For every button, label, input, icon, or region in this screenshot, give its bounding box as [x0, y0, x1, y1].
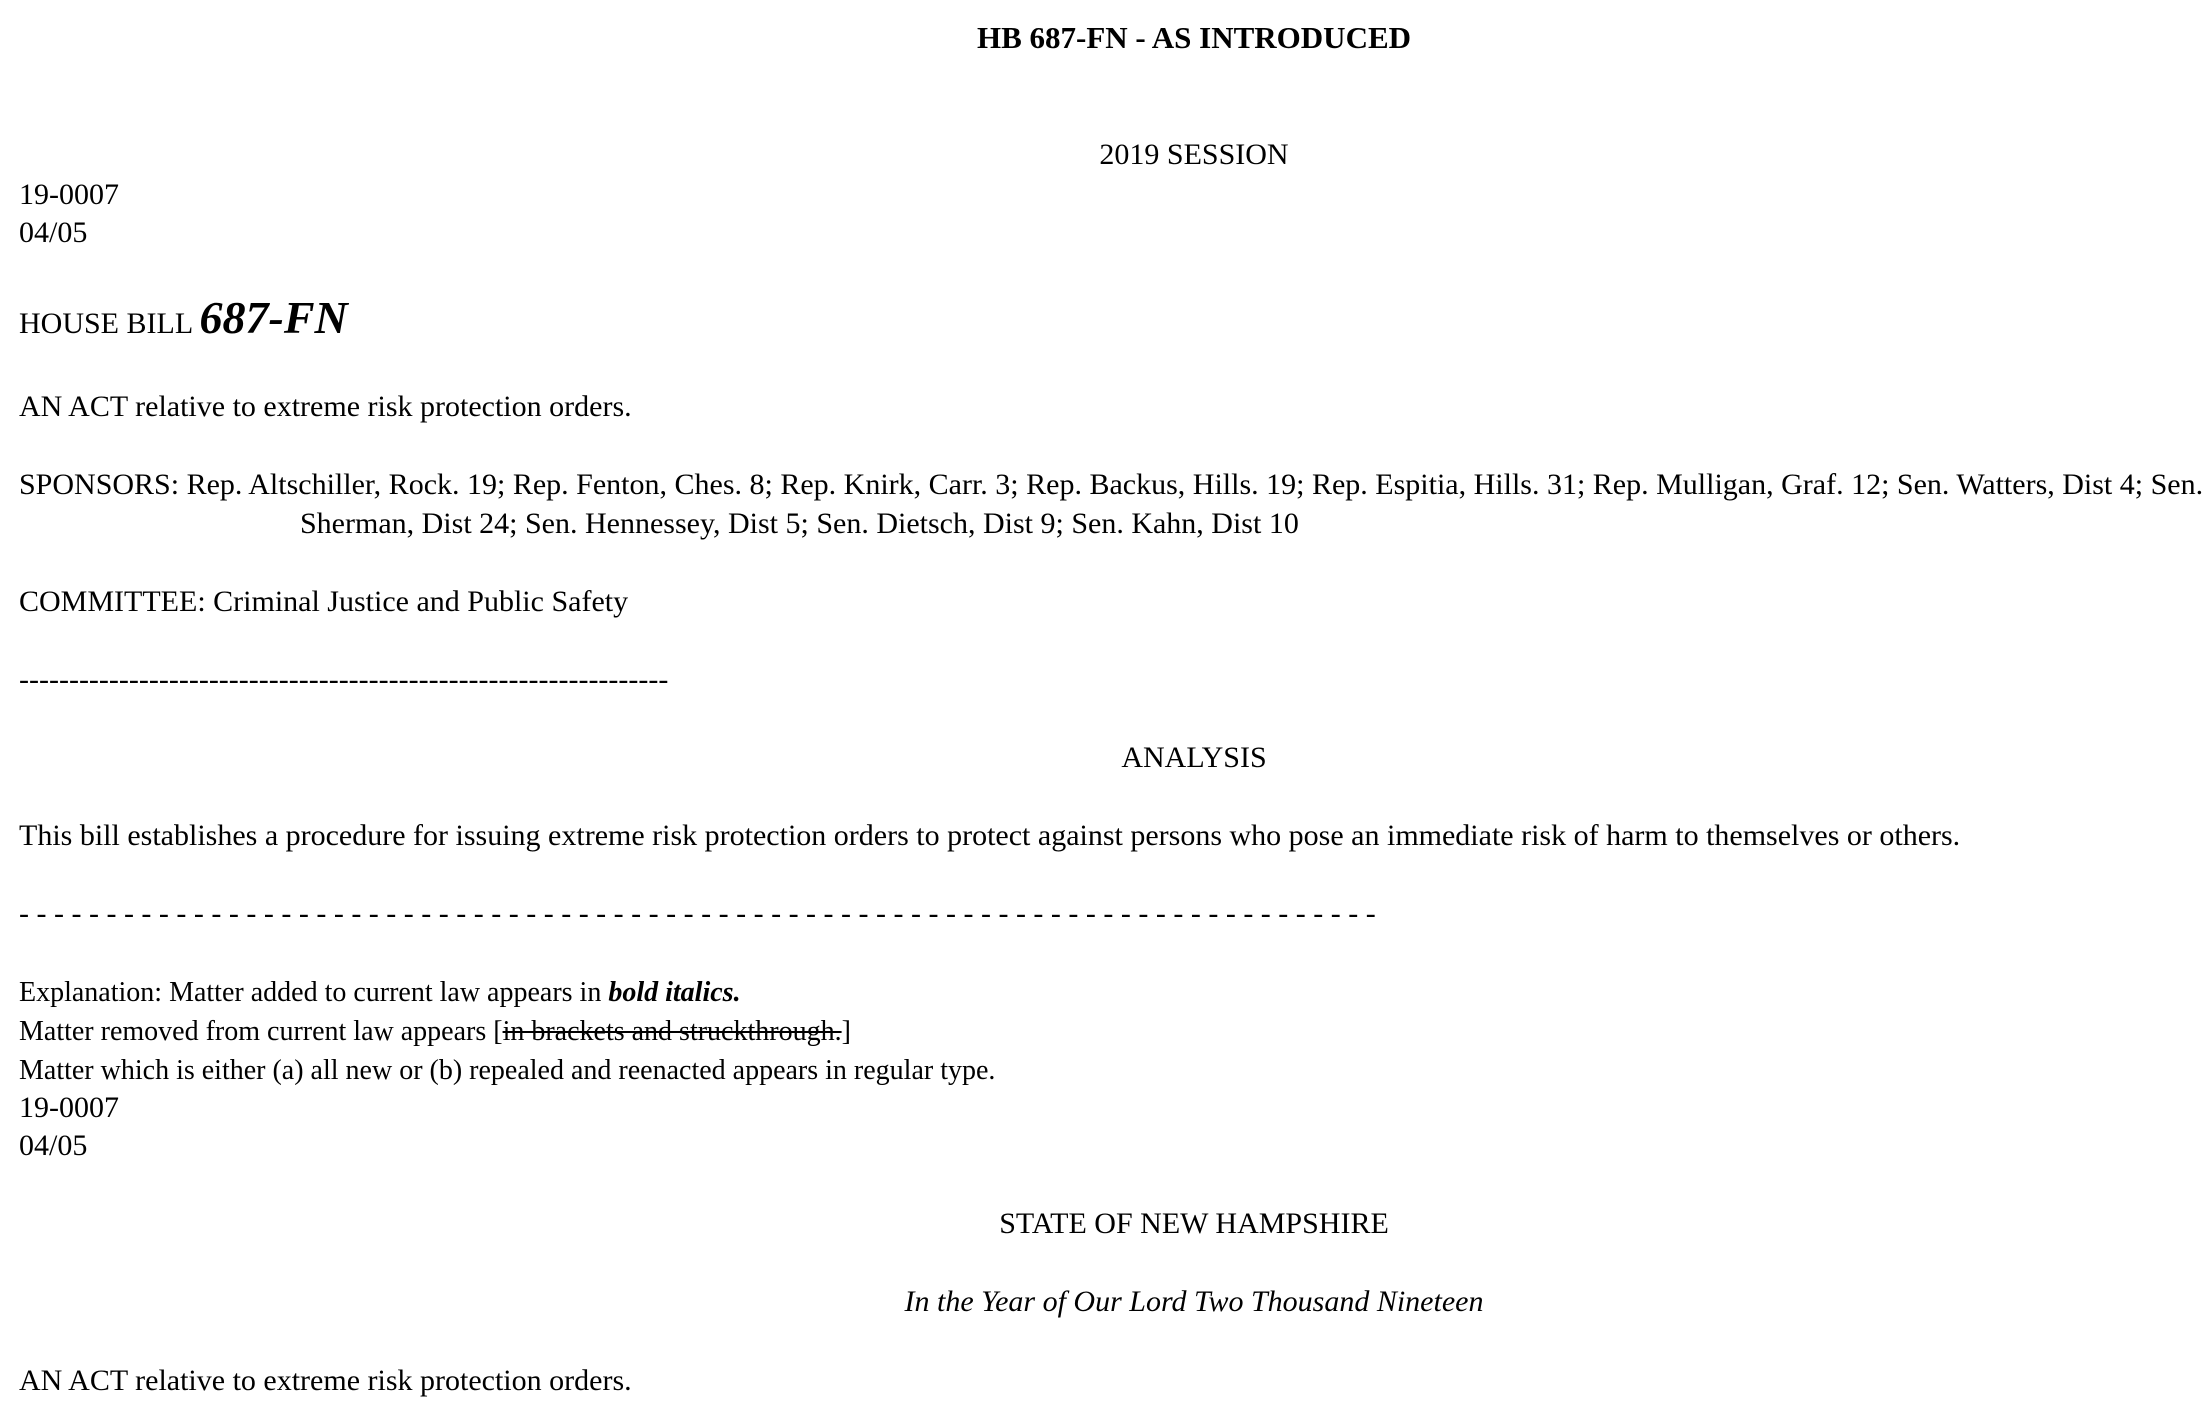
- session-label: 2019 SESSION: [1099, 138, 1289, 171]
- analysis-text: This bill establishes a procedure for issuing extreme risk protection orders to protect against persons who pose an immediate risk of harm to themselves or others.: [19, 819, 1961, 852]
- lsr-version: 04/05: [19, 216, 88, 249]
- committee-label: COMMITTEE:: [19, 585, 206, 618]
- bill-heading: [19, 288, 348, 354]
- sponsors-line-2: Sherman, Dist 24; Sen. Hennessey, Dist 5; Sen. Dietsch, Dist 9; Sen. Kahn, Dist 10: [300, 507, 1299, 540]
- explanation-line-2: [19, 1013, 851, 1051]
- sponsors-list: Rep. Altschiller, Rock. 19; Rep. Fenton, Ches. 8; Rep. Knirk, Carr. 3; Rep. Backus, Hills. 19; Rep. Espitia, Hills. 31; Rep. Mulligan, Graf. 12; Sen. Watters, Dist 4; Sen.: [186, 468, 2204, 501]
- document-title: HB 687-FN - AS INTRODUCED: [976, 20, 1412, 55]
- body-lsr-number: 19-0007: [19, 1091, 119, 1124]
- explanation-removed-text: Matter removed from current law appears [: [19, 1016, 503, 1047]
- state-heading: STATE OF NEW HAMPSHIRE: [999, 1207, 1389, 1240]
- dashed-separator: - - - - - - - - - - - - - - - - - - - - - - - - - - - - - - - - - - - - - - - - - - - - - - - - - - - - - - - - - - - - - - - - - - - - - - - - - - - - - -: [19, 897, 1376, 930]
- bold-italics-sample: bold italics.: [608, 977, 741, 1008]
- explanation-added-text: Explanation: Matter added to current law appears in: [19, 977, 602, 1008]
- explanation-line-1: [19, 974, 741, 1012]
- bill-document: [19, 0, 2204, 1419]
- committee-name: Criminal Justice and Public Safety: [213, 585, 629, 618]
- explanation-line-3: Matter which is either (a) all new or (b) repealed and reenacted appears in regular type.: [19, 1055, 996, 1086]
- committee-line: [19, 583, 628, 621]
- sponsors-line-1: [19, 466, 2203, 504]
- analysis-heading: ANALYSIS: [1121, 741, 1267, 774]
- bill-label: HOUSE BILL: [19, 307, 193, 340]
- year-line: In the Year of Our Lord Two Thousand Nineteen: [904, 1285, 1484, 1318]
- lsr-number: 19-0007: [19, 178, 119, 211]
- body-lsr-version: 04/05: [19, 1129, 88, 1162]
- solid-separator: -----------------------------------------------------------------: [19, 663, 669, 696]
- sponsors-label: SPONSORS:: [19, 468, 180, 501]
- bill-number: 687-FN: [199, 292, 348, 343]
- closing-bracket: ]: [841, 1016, 851, 1047]
- struckthrough-sample: in brackets and struckthrough.: [502, 1016, 842, 1047]
- act-title: AN ACT relative to extreme risk protection orders.: [19, 390, 632, 423]
- body-act-title: AN ACT relative to extreme risk protection orders.: [19, 1364, 632, 1397]
